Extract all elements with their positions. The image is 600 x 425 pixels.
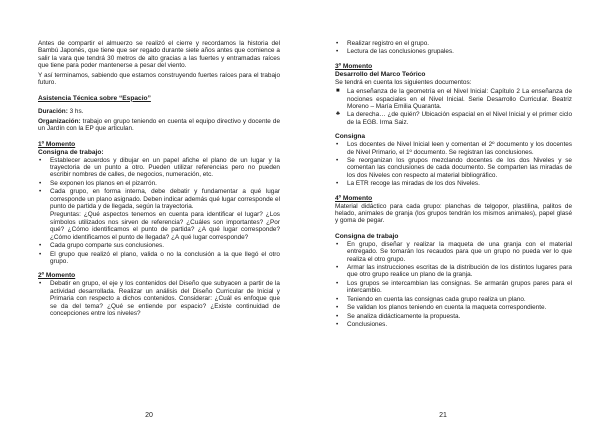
bullet-icon: • [336, 48, 339, 56]
moment-1-heading: 1º Momento [38, 140, 76, 148]
bullet-icon: • [39, 280, 42, 288]
moment-3-heading: 3º Momento [335, 62, 373, 70]
list-item: • Debatir en grupo, el eje y los contenidos del Diseño que subyacen a partir de la actividad desarrollada. Realizar un análisis del Diseño Curricular de Inicial y Primaria con respecto a dichos contenidos. Considerar: ¿Cuál es enfoque que se da del tema? ¿Qué se entiende por espacio? ¿Existe continuidad de concepciones entre los niveles? [39, 280, 280, 318]
document-item: ♣ La derecha… ¿de quién? Ubicación espacial en el Nivel Inicial y el primer ciclo de la EGB. Irma Saiz. [336, 111, 572, 126]
list-item: • Establecer acuerdos y dibujar en un papel afiche el plano de un lugar y la trayectoria de un punto a otro. Pueden utilizar referencias pero no pueden escribir nombres de calles, de negocios, numeración, etc. [39, 156, 280, 179]
consigna-heading: Consigna de trabajo: [38, 148, 104, 156]
moment-1-list [38, 157, 280, 266]
bullet-icon: • [336, 240, 339, 248]
list-item: • Se reorganizan los grupos mezclando docentes de los dos Niveles y se comentan las conclusiones de cada documento. Se comparten las miradas de los dos Niveles con respecto al material bibliográfico. [336, 156, 572, 179]
list-item: • Conclusiones. [336, 320, 388, 328]
bullet-icon: • [39, 242, 42, 250]
duration-line: Duración: 3 hs. [38, 108, 84, 116]
consigna-heading: Consigna [335, 133, 366, 141]
section-heading: Asistencia Técnica sobre “Espacio” [38, 94, 151, 102]
bullet-icon: • [336, 156, 339, 164]
list-item: • Realizar registro en el grupo. [336, 40, 430, 47]
list-item: • Se analiza didácticamente la propuesta. [336, 312, 461, 320]
bullet-icon: • [336, 279, 339, 287]
bullet-icon: • [336, 295, 339, 303]
consigna-trabajo-heading: Consigna de trabajo [335, 232, 399, 240]
documents-intro: Se tendrá en cuenta los siguientes documentos: [335, 78, 472, 86]
list-item: • Cada grupo, en forma interna, debe debatir y fundamentar a qué lugar corresponde un plano asignado. Deben indicar además qué lugar corresponde el punto de partida y de llegada, según la trayectoria. [39, 188, 280, 211]
bullet-icon: • [336, 312, 339, 320]
moment-2-list [38, 280, 280, 317]
moment-2-heading: 2º Momento [38, 272, 76, 280]
list-item: • Lectura de las conclusiones grupales. [336, 48, 454, 56]
document-item: ■ La enseñanza de la geometría en el Nivel Inicial: Capítulo 2 La enseñanza de nociones espaciales en el Nivel Inicial. Serie Desarrollo Curricular. Beatriz Moreno – María Emilia Quaranta. [336, 88, 572, 110]
list-item: • Teniendo en cuenta las consignas cada grupo realiza un plano. [336, 295, 526, 303]
intro-paragraph-2: Y así terminamos, sabiendo que estamos construyendo fuertes raíces para el trabajo futuro. [38, 71, 280, 87]
bullet-icon: • [39, 179, 42, 187]
list-item: • Los docentes de Nivel Inicial leen y comentan el 2º documento y los docentes de Nivel Primario, el 1º documento. Se registran las conclusiones. [336, 141, 572, 156]
consigna-list [335, 141, 572, 188]
bullet-icon: • [336, 263, 339, 271]
bullet-icon: • [336, 180, 339, 188]
bullet-icon: • [336, 320, 339, 328]
page-number: 20 [145, 412, 153, 419]
square-bullet-icon: ■ [336, 88, 340, 95]
bullet-icon: • [336, 141, 339, 149]
bullet-icon: • [39, 156, 42, 164]
organization-line: Organización: trabajo en grupo teniendo en cuenta el equipo directivo y docente de un Jardín con la EP que articulan. [38, 117, 280, 133]
list-item: • Se exponen los planos en el pizarrón. [39, 179, 157, 187]
intro-paragraph: Antes de compartir el almuerzo se realizó el cierre y recordamos la historia del Bambú Japonés, que tiene que ser regado durante siete años antes que comience a salir la vara que tendrá 30 metros de alto gracias a las fuertes y entramadas raíces que tiene para poder mantenerse a pesar del viento. [38, 40, 280, 70]
list-item: • En grupo, diseñar y realizar la maqueta de una granja con el material entregado. Se tomarán los recaudos para que un grupo no pueda ver lo que realiza el otro grupo. [336, 240, 572, 263]
list-item-questions: Preguntas: ¿Qué aspectos tenemos en cuenta para identificar el lugar? ¿Los símbolos utilizados nos sirven de referencia? ¿Cuáles son importantes? ¿Por qué? ¿Cómo identificamos el punto de partida? ¿A qué lugar corresponde? ¿Cómo identificamos el punto de llegada? ¿A qué lugar corresponde? [50, 211, 280, 241]
bullet-icon: • [39, 188, 42, 196]
list-item: • Armar las instrucciones escritas de la distribución de los distintos lugares para que otro grupo realice un plano de la granja. [336, 263, 572, 279]
apple-icon: ♣ [336, 111, 340, 118]
right-page [300, 0, 600, 425]
list-item: • Los grupos se intercambian las consignas. Se armarán grupos pares para el intercambio. [336, 279, 572, 295]
documents-list [335, 88, 572, 126]
material-paragraph: Material didáctico para cada grupo: planchas de telgopor, plastilina, palitos de helado, animales de granja (los grupos tendrán los mismos animales), papel glasé y goma de pegar. [335, 202, 572, 225]
bullet-icon: • [336, 304, 339, 312]
theory-heading: Desarrollo del Marco Teórico [335, 70, 426, 78]
list-item: • Se validan los planos teniendo en cuenta la maqueta correspondiente. [336, 304, 547, 312]
list-item: • La ETR recoge las miradas de los dos Niveles. [336, 180, 480, 188]
list-item: • El grupo que realizó el plano, valida o no la conclusión a la que llegó el otro grupo. [39, 250, 280, 265]
bullet-icon: • [336, 40, 339, 47]
moment-4-heading: 4º Momento [335, 194, 373, 202]
bullet-icon: • [39, 250, 42, 258]
top-list [335, 40, 572, 56]
list-item: • Cada grupo comparte sus conclusiones. [39, 242, 165, 250]
page-number: 21 [439, 412, 447, 419]
trabajo-list [335, 241, 572, 329]
